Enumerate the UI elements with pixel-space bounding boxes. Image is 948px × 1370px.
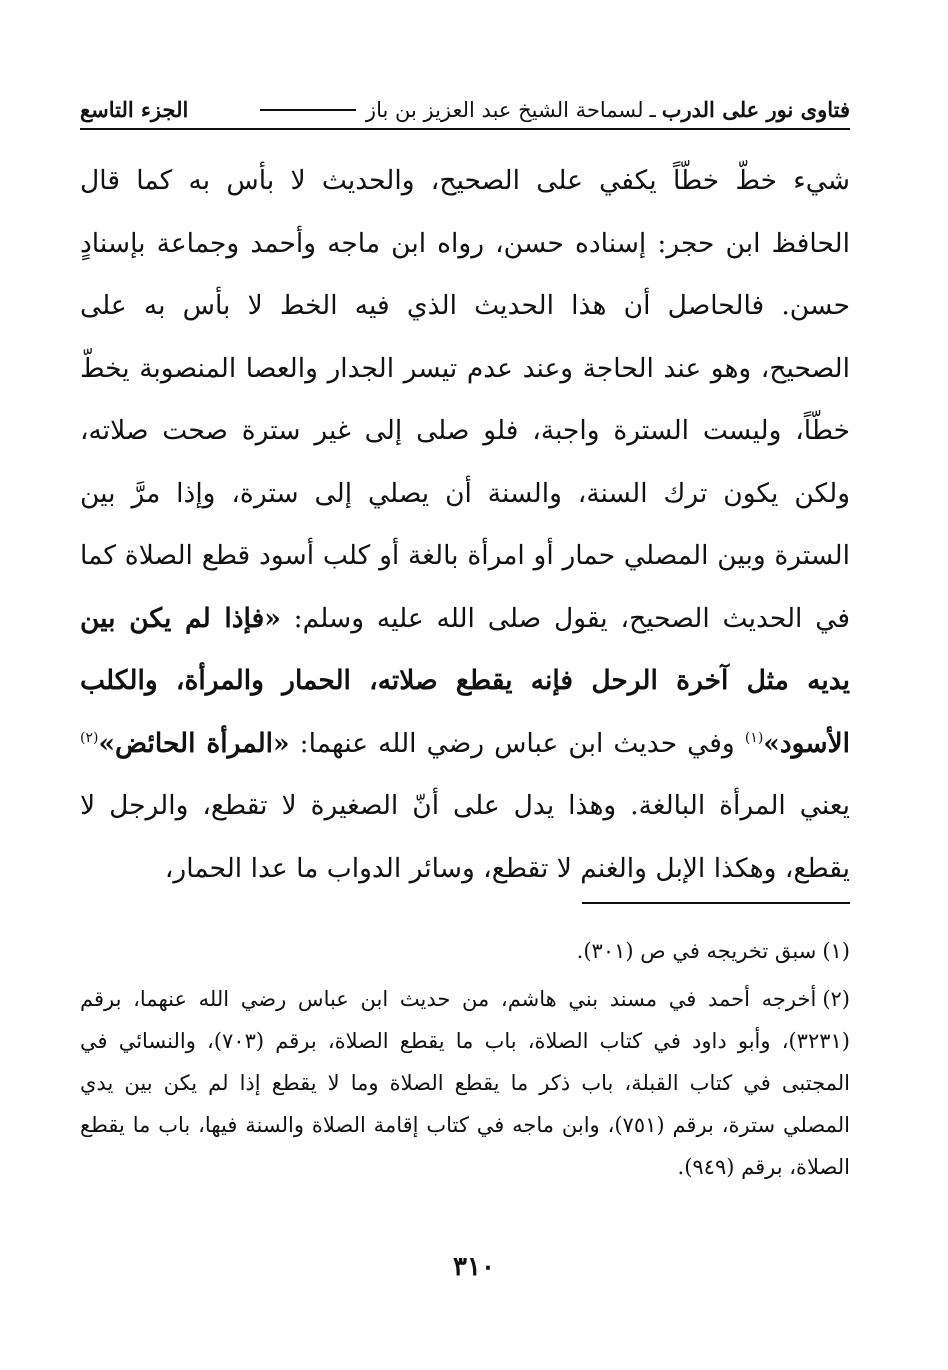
- running-header: [80, 92, 850, 130]
- footnote-2: [80, 978, 850, 1188]
- author-name: لسماحة الشيخ عبد العزيز بن باز: [365, 98, 644, 122]
- body-text-part-1: شيء خطّ خطّاً يكفي على الصحيح، والحديث لا بأس به كما قال الحافظ ابن حجر: إسناده حسن، رواه ابن ماجه وأحمد وجماعة بإسنادٍ حسن. فالحاصل أن هذا الحديث الذي فيه الخط لا بأس به على الصحيح، وهو عند الحاجة وعند عدم تيسر الجدار والعصا المنصوبة يخطّ خطّاً، وليست السترة واجبة، فلو صلى إلى غير سترة صحت صلاته، ولكن يكون ترك السنة، والسنة أن يصلي إلى سترة، وإذا مرَّ بين السترة وبين المصلي حمار أو امرأة بالغة أو كلب أسود قطع الصلاة كما في الحديث الصحيح، يقول صلى الله عليه وسلم:: [80, 165, 850, 634]
- footnote-ref-2: (٢): [80, 729, 99, 746]
- footnote-divider: [582, 902, 850, 904]
- book-title: فتاوى نور على الدرب: [661, 97, 850, 122]
- main-text: [80, 150, 850, 900]
- footnote-text: سبق تخريجه في ص (٣٠١).: [576, 939, 817, 963]
- volume-label: الجزء التاسع: [80, 97, 189, 122]
- footnote-number: (١): [822, 939, 850, 963]
- hadith-quote-1: «فإذا لم يكن بين يديه مثل آخرة الرحل فإنه يقطع صلاته، الحمار والمرأة، والكلب الأسود»: [80, 602, 851, 759]
- footnote-1: [80, 930, 850, 972]
- header-title-group: [250, 92, 850, 128]
- footnote-text: أخرجه أحمد في مسند بني هاشم، من حديث ابن عباس رضي الله عنهما، برقم (٣٢٣١)، وأبو داود في كتاب الصلاة، باب ما يقطع الصلاة، برقم (٧٠٣)، والنسائي في المجتبى في كتاب القبلة، باب ذكر ما يقطع الصلاة وما لا يقطع إذا لم يكن بين يدي المصلي سترة، برقم (٧٥١)، وابن ماجه في كتاب إقامة الصلاة والسنة فيها، باب ما يقطع الصلاة، برقم (٩٤٩).: [80, 987, 850, 1179]
- page-number: ٣١٠: [453, 1252, 495, 1282]
- footnotes: [80, 930, 850, 1188]
- hadith-quote-2: «المرأة الحائض»: [98, 727, 290, 759]
- body-text-part-2: وفي حديث ابن عباس رضي الله عنهما:: [289, 727, 745, 759]
- body-text-part-3: يعني المرأة البالغة. وهذا يدل على أنّ الصغيرة لا تقطع، والرجل لا يقطع، وهكذا الإبل والغنم لا تقطع، وسائر الدواب ما عدا الحمار،: [80, 790, 850, 884]
- body-paragraph: [80, 150, 850, 900]
- footnote-number: (٢): [822, 987, 850, 1011]
- header-rule: [260, 109, 356, 111]
- header-separator: ـ: [649, 98, 656, 122]
- footnote-ref-1: (١): [744, 729, 764, 746]
